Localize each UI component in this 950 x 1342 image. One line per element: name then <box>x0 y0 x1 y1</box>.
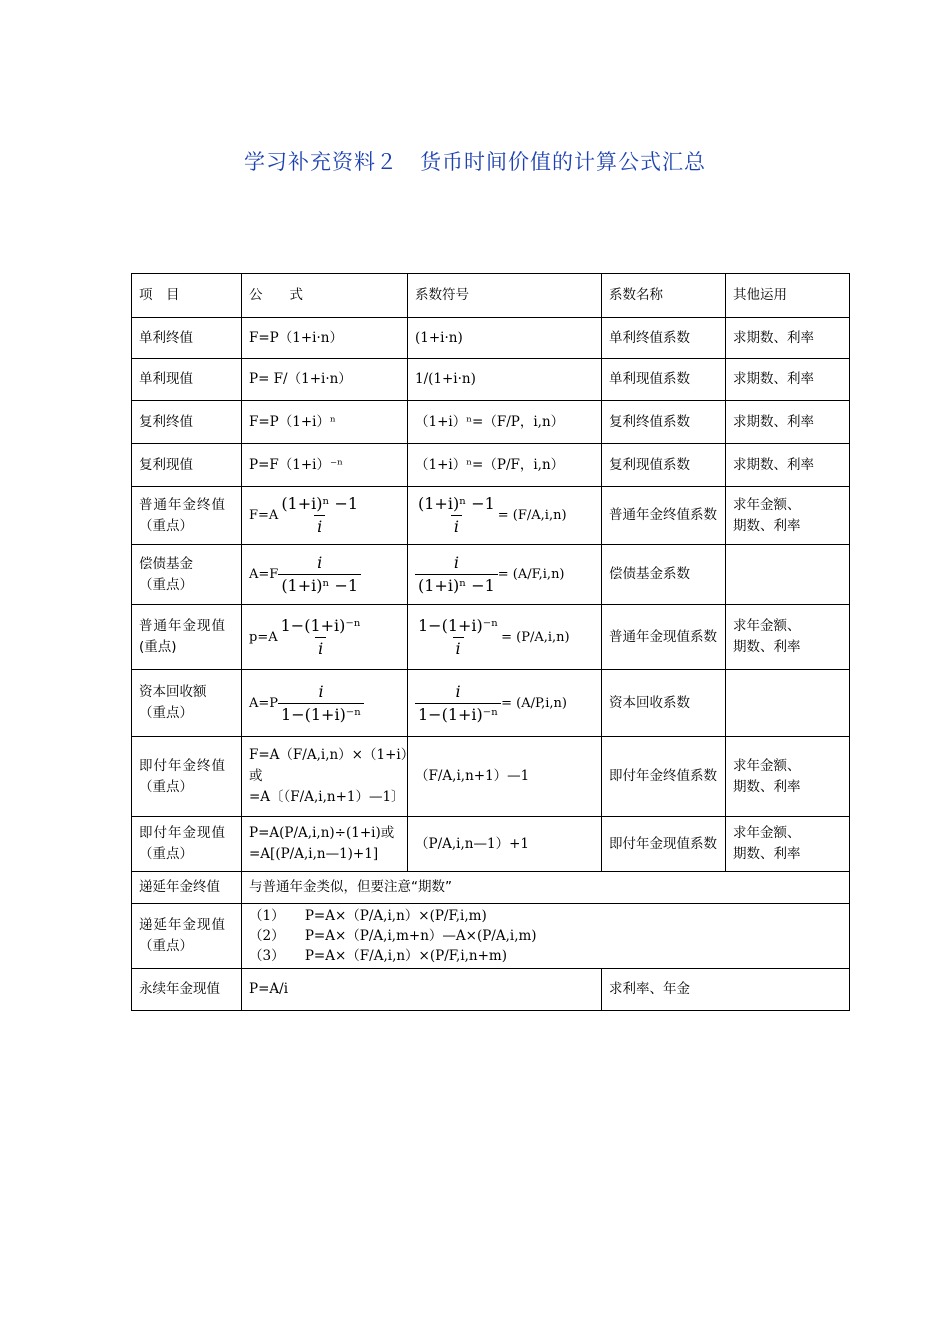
use-line: 求年金额、 <box>733 825 801 841</box>
table-row <box>132 670 850 737</box>
fraction <box>415 552 498 597</box>
table-row <box>132 487 850 545</box>
use-line: 求年金额、 <box>733 618 801 634</box>
formula-line: （2） P=A×（P/A,i,m+n）—A×(P/A,i,m) <box>249 928 537 944</box>
numerator: 1−(1+i)⁻ⁿ <box>418 615 499 635</box>
use-cell: 求期数、利率 <box>726 401 850 444</box>
formula-line: =A[(P/A,i,n—1)+1] <box>249 846 379 862</box>
note-cell: 与普通年金类似，但要注意“期数” <box>242 872 850 904</box>
header-formula: 公 式 <box>242 274 408 318</box>
table-row <box>132 359 850 401</box>
item-cell <box>132 904 242 969</box>
item-label: 普通年金现值 <box>139 618 226 634</box>
symbol-cell: (1+i·n) <box>408 318 602 359</box>
page-title: 学习补充资料２ 货币时间价值的计算公式汇总 <box>244 150 706 174</box>
formula-cell: P= F/（1+i·n） <box>242 359 408 401</box>
numerator: (1+i)ⁿ −1 <box>418 494 495 513</box>
item-label: 即付年金现值 <box>139 825 226 841</box>
denominator: 1−(1+i)⁻ⁿ <box>278 703 364 726</box>
formula-line: 或 <box>249 768 263 784</box>
header-name: 系数名称 <box>602 274 726 318</box>
header-item: 项 目 <box>132 274 242 318</box>
formula-prefix: p=A <box>249 629 278 645</box>
use-line: 期数、利率 <box>733 778 801 795</box>
fraction <box>278 681 364 726</box>
item-note: （重点） <box>139 517 193 534</box>
symbol-cell: （1+i）ⁿ=（P/F，i,n） <box>408 444 602 487</box>
formula-cell <box>242 817 408 872</box>
item-label: 偿债基金 <box>139 555 193 572</box>
use-cell: 求利率、年金 <box>602 969 850 1011</box>
item-label: 递延年金现值 <box>139 917 226 933</box>
name-cell: 复利现值系数 <box>602 444 726 487</box>
formula-line: （3） P=A×（F/A,i,n）×(P/F,i,n+m) <box>249 948 508 964</box>
item-cell <box>132 670 242 737</box>
formula-table <box>131 273 850 1011</box>
table-row <box>132 817 850 872</box>
numerator: i <box>317 553 323 572</box>
denominator: i <box>314 515 325 538</box>
symbol-cell: （F/A,i,n+1）—1 <box>408 737 602 817</box>
symbol-cell: 1/(1+i·n) <box>408 359 602 401</box>
name-cell: 普通年金终值系数 <box>602 487 726 545</box>
name-cell: 资本回收系数 <box>602 670 726 737</box>
use-line: 期数、利率 <box>733 639 801 655</box>
name-cell: 单利现值系数 <box>602 359 726 401</box>
numerator: 1−(1+i)⁻ⁿ <box>280 615 361 635</box>
fraction <box>415 493 498 538</box>
item-note: （重点） <box>139 846 193 862</box>
symbol-cell: （1+i）ⁿ=（F/P，i,n） <box>408 401 602 444</box>
table-row <box>132 737 850 817</box>
fraction <box>278 493 361 538</box>
table-row <box>132 904 850 969</box>
item-label: 即付年金终值 <box>139 757 226 774</box>
denominator: i <box>453 637 464 660</box>
table-row <box>132 605 850 670</box>
formula-prefix: F=A <box>249 508 279 523</box>
use-line: 求年金额、 <box>733 757 801 774</box>
fraction <box>415 615 501 660</box>
name-cell: 即付年金终值系数 <box>602 737 726 817</box>
fraction <box>278 615 364 660</box>
table-row <box>132 401 850 444</box>
formula-cell <box>242 605 408 670</box>
use-cell <box>726 487 850 545</box>
item-cell <box>132 817 242 872</box>
table-row <box>132 318 850 359</box>
item-cell: 永续年金现值 <box>132 969 242 1011</box>
item-cell <box>132 545 242 605</box>
formula-cell: F=P（1+i·n） <box>242 318 408 359</box>
denominator: (1+i)ⁿ −1 <box>415 574 498 597</box>
use-line: 期数、利率 <box>733 517 801 534</box>
item-cell <box>132 605 242 670</box>
name-cell: 单利终值系数 <box>602 318 726 359</box>
name-cell: 即付年金现值系数 <box>602 817 726 872</box>
item-note: （重点） <box>139 938 193 954</box>
symbol-suffix: = (A/F,i,n) <box>497 567 565 582</box>
header-use: 其他运用 <box>726 274 850 318</box>
item-cell: 递延年金终值 <box>132 872 242 904</box>
denominator: (1+i)ⁿ −1 <box>278 574 361 597</box>
numerator: (1+i)ⁿ −1 <box>281 494 359 513</box>
symbol-cell <box>408 487 602 545</box>
table-row <box>132 872 850 904</box>
use-cell <box>726 670 850 737</box>
use-cell <box>726 817 850 872</box>
formula-line: P=A(P/A,i,n)÷(1+i)或 <box>249 825 395 841</box>
name-cell: 复利终值系数 <box>602 401 726 444</box>
item-note: （重点） <box>139 778 193 795</box>
table-row <box>132 545 850 605</box>
formula-cell <box>242 545 408 605</box>
item-note: （重点） <box>139 576 193 593</box>
symbol-suffix: = (A/P,i,n) <box>501 695 567 711</box>
item-cell: 单利终值 <box>132 318 242 359</box>
numerator: i <box>453 553 459 572</box>
use-line: 期数、利率 <box>733 846 801 862</box>
symbol-suffix: = (P/A,i,n) <box>501 629 570 645</box>
formula-cell <box>242 670 408 737</box>
use-cell <box>726 737 850 817</box>
table-row <box>132 444 850 487</box>
name-cell: 偿债基金系数 <box>602 545 726 605</box>
table-row <box>132 969 850 1011</box>
formula-cell: P=A/i <box>242 969 602 1011</box>
item-cell <box>132 487 242 545</box>
item-cell: 单利现值 <box>132 359 242 401</box>
use-cell <box>726 545 850 605</box>
symbol-cell <box>408 670 602 737</box>
fraction <box>278 552 361 597</box>
item-label: 普通年金终值 <box>139 496 226 513</box>
formula-line: F=A（F/A,i,n）×（1+i） <box>249 747 415 763</box>
item-cell: 复利终值 <box>132 401 242 444</box>
name-cell: 普通年金现值系数 <box>602 605 726 670</box>
symbol-cell <box>408 545 602 605</box>
numerator: i <box>455 681 461 701</box>
formula-line: =A〔（F/A,i,n+1）—1〕 <box>249 789 405 805</box>
formula-prefix: A=P <box>249 695 279 711</box>
denominator: i <box>315 637 326 660</box>
header-symbol: 系数符号 <box>408 274 602 318</box>
item-note: （重点） <box>139 705 193 721</box>
use-cell: 求期数、利率 <box>726 444 850 487</box>
item-label: 资本回收额 <box>139 684 207 700</box>
header-row <box>132 274 850 318</box>
use-line: 求年金额、 <box>733 496 801 513</box>
formula-cell: P=F（1+i）⁻ⁿ <box>242 444 408 487</box>
formula-cell <box>242 487 408 545</box>
formula-cell <box>242 737 415 817</box>
formula-cell <box>242 904 850 969</box>
item-note: (重点) <box>139 639 177 655</box>
item-cell <box>132 737 242 817</box>
symbol-cell <box>408 605 602 670</box>
symbol-cell: （P/A,i,n—1）+1 <box>408 817 602 872</box>
formula-line: （1） P=A×（P/A,i,n）×(P/F,i,m) <box>249 908 487 924</box>
formula-cell: F=P（1+i）ⁿ <box>242 401 408 444</box>
numerator: i <box>318 681 324 701</box>
formula-prefix: A=F <box>249 567 279 582</box>
use-cell <box>726 605 850 670</box>
use-cell: 求期数、利率 <box>726 318 850 359</box>
fraction <box>415 681 501 726</box>
symbol-suffix: = (F/A,i,n) <box>497 508 567 523</box>
item-cell: 复利现值 <box>132 444 242 487</box>
denominator: i <box>451 515 462 538</box>
use-cell: 求期数、利率 <box>726 359 850 401</box>
denominator: 1−(1+i)⁻ⁿ <box>415 703 501 726</box>
